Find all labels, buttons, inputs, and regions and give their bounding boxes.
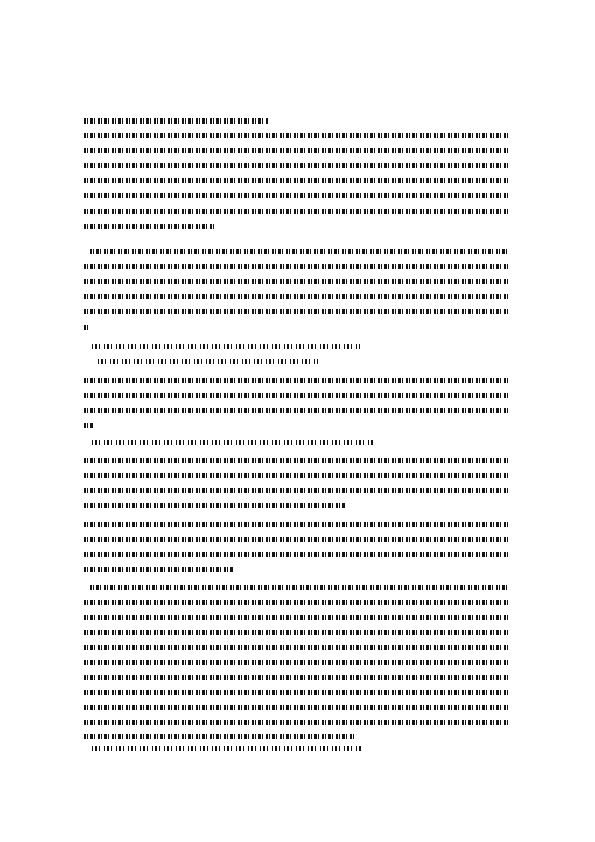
text-line (84, 645, 510, 650)
text-line (84, 720, 510, 725)
illegible-text-ink (84, 552, 510, 557)
text-line (84, 600, 510, 605)
illegible-text-ink (92, 344, 360, 349)
illegible-text-ink (84, 378, 510, 383)
illegible-text-ink (84, 675, 510, 680)
text-line (92, 344, 360, 349)
text-line (84, 133, 510, 138)
text-line (84, 264, 510, 269)
text-line (84, 423, 94, 428)
text-line (84, 178, 510, 183)
illegible-text-ink (84, 537, 510, 542)
illegible-text-ink (84, 279, 510, 284)
illegible-text-ink (84, 458, 510, 463)
illegible-text-ink (92, 746, 362, 751)
illegible-text-ink (84, 193, 510, 198)
illegible-text-ink (84, 148, 510, 153)
illegible-text-ink (84, 118, 268, 124)
illegible-text-ink (84, 473, 510, 478)
illegible-text-ink (98, 359, 318, 364)
text-line (84, 537, 510, 542)
text-line (84, 309, 510, 314)
illegible-text-ink (84, 660, 510, 665)
text-line (84, 690, 510, 695)
text-line (84, 193, 510, 198)
text-line (84, 163, 510, 168)
illegible-text-ink (90, 585, 510, 590)
illegible-text-ink (84, 393, 510, 398)
illegible-text-ink (84, 615, 510, 620)
text-line (84, 325, 90, 330)
illegible-text-ink (84, 522, 510, 527)
text-line (84, 148, 510, 153)
text-line (98, 359, 318, 364)
text-line (90, 585, 510, 590)
text-line (92, 746, 362, 751)
illegible-text-ink (84, 408, 510, 413)
illegible-text-ink (84, 423, 94, 428)
illegible-text-ink (84, 178, 510, 183)
illegible-text-ink (84, 133, 510, 138)
text-line (84, 294, 510, 299)
text-line (84, 567, 234, 572)
text-line (84, 630, 510, 635)
text-line (84, 378, 510, 383)
illegible-text-ink (84, 264, 510, 269)
text-line (84, 675, 510, 680)
illegible-text-ink (84, 600, 510, 605)
text-line (84, 734, 356, 739)
text-line (84, 615, 510, 620)
text-line (92, 440, 374, 445)
text-line (84, 552, 510, 557)
text-line (84, 503, 346, 508)
text-line (84, 488, 510, 493)
illegible-text-ink (90, 249, 510, 254)
illegible-text-ink (84, 705, 510, 710)
text-line (84, 209, 510, 214)
illegible-text-ink (84, 224, 216, 229)
illegible-text-ink (84, 645, 510, 650)
illegible-text-ink (84, 734, 356, 739)
text-line (84, 393, 510, 398)
illegible-text-ink (84, 309, 510, 314)
illegible-text-ink (92, 440, 374, 445)
text-line (84, 522, 510, 527)
illegible-text-ink (84, 488, 510, 493)
text-line (84, 660, 510, 665)
text-line (84, 473, 510, 478)
illegible-text-ink (84, 690, 510, 695)
illegible-text-ink (84, 503, 346, 508)
text-line (84, 408, 510, 413)
text-line (84, 458, 510, 463)
illegible-text-ink (84, 294, 510, 299)
illegible-text-ink (84, 163, 510, 168)
text-line (84, 279, 510, 284)
illegible-text-ink (84, 720, 510, 725)
text-line (84, 705, 510, 710)
illegible-text-ink (84, 325, 90, 330)
illegible-text-ink (84, 630, 510, 635)
section-heading (84, 118, 268, 124)
illegible-text-ink (84, 567, 234, 572)
text-line (84, 224, 216, 229)
text-line (90, 249, 510, 254)
illegible-text-ink (84, 209, 510, 214)
